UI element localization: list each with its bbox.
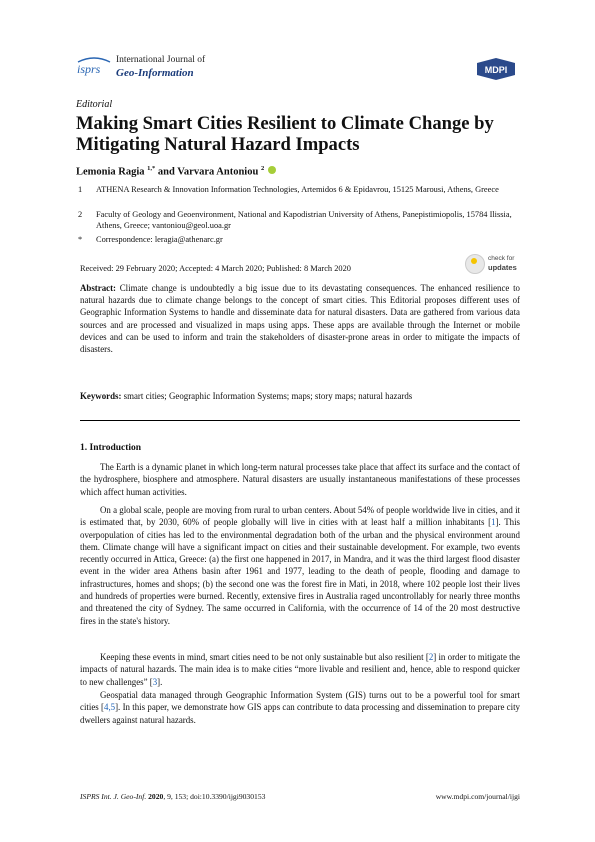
- svg-text:MDPI: MDPI: [484, 65, 508, 75]
- paragraph-3: Keeping these events in mind, smart cities need to be not only sustainable but also resilient [2] in order to mitigate the impacts of natural hazards. The main idea is to make cities “more livable and resilient and, hence, able to respond quicker to new challenges” [3].: [80, 652, 520, 687]
- publication-dates: Received: 29 February 2020; Accepted: 4 March 2020; Published: 8 March 2020: [80, 264, 351, 273]
- isprs-logo: [76, 56, 112, 78]
- author-name[interactable]: Lemonia Ragia: [76, 166, 145, 178]
- svg-text:isprs: isprs: [77, 62, 101, 76]
- citation-link[interactable]: 4,5: [104, 702, 116, 713]
- citation-link[interactable]: 3: [152, 676, 158, 687]
- volume-doi[interactable]: , 9, 153; doi:10.3390/ijgi9030153: [163, 792, 266, 801]
- correspondence-text[interactable]: Correspondence: leragia@athenarc.gr: [96, 235, 223, 244]
- citation-link[interactable]: 1: [491, 517, 496, 528]
- abstract-text: Climate change is undoubtedly a big issue due to its devastating consequences. The enhanced resilience to natural hazards due to climate change belongs to the concept of smart cities. This Editorial proposes different uses of Geographic Information Systems to handle and disseminate data for natural disasters. Data are gathered from various data sources and are processed and visualized in maps using apps. These apps are available through the Internet or mobile devices and can be used to inform and train the stakeholders of disaster-prone areas in order to mitigate the impacts of disasters.: [80, 283, 520, 355]
- keywords: [80, 391, 520, 401]
- author-list: [76, 165, 276, 178]
- citation-link[interactable]: 2: [428, 652, 434, 662]
- author-name[interactable]: Varvara Antoniou: [177, 166, 259, 178]
- keywords-label: Keywords:: [80, 391, 122, 401]
- paragraph-4: Geospatial data managed through Geographic Information System (GIS) turns out to be a powerful tool for smart cities [4,5]. In this paper, we demonstrate how GIS apps can contribute to data processing and dissemination to prepare city dwellers against natural hazards.: [80, 690, 520, 725]
- affiliation-text: ATHENA Research & Innovation Information Technologies, Artemidos 6 & Epidavrou, 15125 Marousi, Athens, Greece: [96, 185, 499, 194]
- publication-year: 2020: [148, 792, 164, 801]
- paragraph-2: On a global scale, people are moving from rural to urban centers. About 54% of people worldwide live in cities, and it is estimated that, by 2030, 60% of people globally will live in cities with at least half a million inhabitants [1]. This overpopulation of cities has led to the environmental degradation both of the urban and the physical environment around them. Climate change will have a significant impact on cities and their sustainable development. For example, two events recently occurred in Attica, Greece: (a) the first one happened in 2017, in Mandra, and it was the third largest flood disaster event in the wider area Athens basin after 1961 and 1977, leading to the death of people, flooding and damage to infrastructures, homes and shops; (b) the second one was the forest fire in Mati, in 2018, where 102 people lost their lives and hundreds of properties were burned. Recently, extensive fires in Australia raged uncontrollably for nearly three months and threatened the city of Sydney. The same occurred in California, with the occurrence of 14 of the 20 most destructive fires in the state's history.: [80, 505, 520, 626]
- affiliation-marker: 1,*: [147, 165, 156, 172]
- affiliation-marker: *: [78, 235, 83, 244]
- article-title: Making Smart Cities Resilient to Climate Change by Mitigating Natural Hazard Impacts: [76, 113, 494, 155]
- affiliation-marker: 2: [260, 165, 265, 172]
- affiliation-marker: 1: [78, 185, 83, 194]
- orcid-icon[interactable]: [268, 166, 276, 174]
- citation-footer: [80, 792, 265, 801]
- check-for-updates-badge[interactable]: [465, 253, 521, 275]
- check-updates-icon: [465, 254, 485, 274]
- affiliation-marker: 2: [78, 210, 83, 219]
- check-updates-line2: updates: [488, 263, 517, 272]
- section-heading: 1. Introduction: [80, 443, 142, 453]
- author-conjunction: and: [157, 166, 175, 178]
- affiliation-text: Faculty of Geology and Geoenvironment, National and Kapodistrian University of Athens, Panepistimiopolis, 15784 Ilissia, Athens, Greece; vantoniou@geol.uoa.gr: [96, 210, 512, 230]
- paragraph-1: The Earth is a dynamic planet in which long-term natural processes take place that affect its surface and the contact of the hydrosphere, biosphere and atmosphere. Natural disasters are usually instantaneous manifestations of these processes which affect human activities.: [80, 462, 520, 497]
- journal-name: Geo-Information: [116, 67, 194, 79]
- journal-prefix: International Journal of: [116, 55, 206, 65]
- check-updates-line1: check for: [488, 255, 515, 262]
- journal-url[interactable]: www.mdpi.com/journal/ijgi: [435, 792, 520, 801]
- section-divider: [80, 420, 520, 421]
- abstract-label: Abstract:: [80, 283, 116, 293]
- article-type: Editorial: [76, 99, 113, 110]
- abstract: [80, 282, 520, 355]
- mdpi-logo[interactable]: [474, 57, 518, 81]
- keywords-text: smart cities; Geographic Information Systems; maps; story maps; natural hazards: [123, 391, 413, 401]
- journal-abbreviation: ISPRS Int. J. Geo-Inf.: [80, 792, 147, 801]
